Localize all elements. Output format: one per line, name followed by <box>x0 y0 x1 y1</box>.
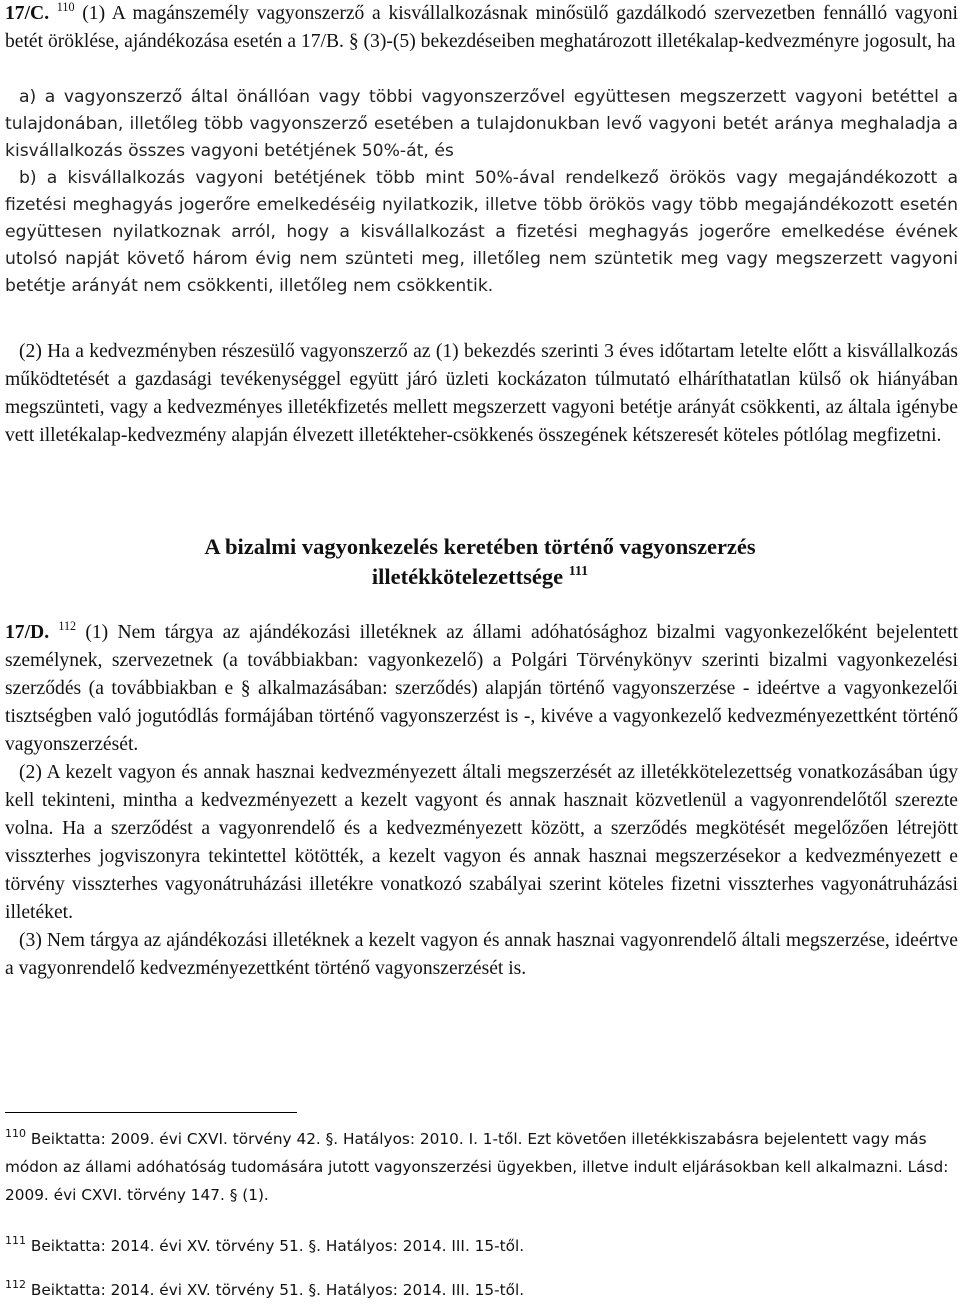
footnote-separator <box>5 1112 297 1113</box>
footnote-110 <box>5 1125 958 1209</box>
section-heading <box>0 532 960 592</box>
footnote-number: 111 <box>5 1233 26 1247</box>
paragraph-text: (1) A magánszemély vagyonszerző a kisvállalkozásnak minősülő gazdálkodó szervezetben fennálló vagyoni betét öröklése, ajándékozása esetén a 17/B. § (3)-(5) bekezdéseiben meghatározott illetékalap-kedvezményre jogosult, ha <box>5 3 958 52</box>
section-17c-paragraph-2: (2) Ha a kedvezményben részesülő vagyonszerző az (1) bekezdés szerinti 3 éves időtartam letelte előtt a kisvállalkozás működtetését a gazdasági tevékenységgel együtt járó üzleti kockázaton túlmutató elháríthatatlan külső ok hiányában megszünteti, vagy a kedvezményes illetékfizetés mellett megszerzett vagyoni betétje arányát csökkenti, az általa igénybe vett illetékalap-kedvezmény alapján élvezett illetékteher-csökkenés összegének kétszeresét köteles pótlólag megfizetni. <box>5 341 958 446</box>
footnote-number: 110 <box>5 1126 26 1140</box>
section-number: 17/D. <box>5 622 50 643</box>
heading-line-2-text: illetékkötelezettsége <box>371 564 564 589</box>
footnote-text: Beiktatta: 2009. évi CXVI. törvény 42. §. Hatályos: 2010. I. 1-től. Ezt követően illetékkiszabásra bejelentett vagy más módon az állami adóhatóság tudomására jutott vagyonszerzési ügyekben, illetve indult eljárásokban kell alkalmazni. Lásd: 2009. évi CXVI. törvény 147. § (1). <box>5 1130 949 1204</box>
footnote-112 <box>5 1276 958 1304</box>
footnote-111 <box>5 1232 958 1260</box>
section-number: 17/C. <box>5 3 50 24</box>
section-17c-points <box>5 84 958 300</box>
point-a: a) a vagyonszerző által önállóan vagy többi vagyonszerzővel együttesen megszerzett vagyoni betéttel a tulajdonában, illetőleg több vagyonszerző esetében a tulajdonukban levő vagyoni betét aránya meghaladja a kisvállalkozás összes vagyoni betétjének 50%-át, és <box>5 87 958 161</box>
section-17c <box>5 0 958 56</box>
paragraph-text: (1) Nem tárgya az ajándékozási illetéknek az állami adóhatósághoz bizalmi vagyonkezelőként bejelentett személynek, szervezetnek (a továbbiakban: vagyonkezelő) a Polgári Törvénykönyv szerinti bizalmi vagyonkezelési szerződés (a továbbiakban e § alkalmazásában: szerződés) alapján történő vagyonszerzése - ideértve a vagyonkezelői tisztségben való jogutódlás formájában történő vagyonszerzést is -, kivéve a vagyonkezelő kedvezményezettként történő vagyonszerzését. <box>5 622 959 755</box>
footnote-ref[interactable]: 110 <box>56 0 75 14</box>
section-17d <box>5 619 958 983</box>
footnote-text: Beiktatta: 2014. évi XV. törvény 51. §. Hatályos: 2014. III. 15-től. <box>30 1237 525 1255</box>
footnote-number: 112 <box>5 1277 26 1291</box>
section-17c-paragraph-2-block <box>5 338 958 450</box>
section-17d-paragraph-1 <box>5 619 958 759</box>
section-17d-paragraph-3: (3) Nem tárgya az ajándékozási illetéknek a kezelt vagyon és annak hasznai vagyonrendelő általi megszerzése, ideértve a vagyonrendelő kedvezményezettként történő vagyonszerzését is. <box>5 930 958 979</box>
footnote-ref[interactable]: 111 <box>568 563 589 579</box>
section-17d-paragraph-2: (2) A kezelt vagyon és annak hasznai kedvezményezett általi megszerzését az illetékkötelezettség vonatkozásában úgy kell tekinteni, mintha a kedvezményezett a kezelt vagyont és annak hasznait közvetlenül a vagyonrendelőtől szerezte volna. Ha a szerződést a vagyonrendelő és a kedvezményezett között, a szerződés megkötését megelőzően létrejött visszterhes jogviszonyra tekintettel kötötték, a kezelt vagyon és annak hasznai megszerzésekor a kedvezményezett e törvény visszterhes vagyonátruházási illetékre vonatkozó szabályai szerint köteles fizetni visszterhes vagyonátruházási illetéket. <box>5 762 958 923</box>
footnote-text: Beiktatta: 2014. évi XV. törvény 51. §. Hatályos: 2014. III. 15-től. <box>30 1281 525 1299</box>
footnote-ref[interactable]: 112 <box>58 618 77 633</box>
point-b: b) a kisvállalkozás vagyoni betétjének több mint 50%-ával rendelkező örökös vagy megajándékozott a fizetési meghagyás jogerőre emelkedéséig nyilatkozik, illetve több örökös vagy több megajándékozott esetén együttesen nyilatkoznak arról, hogy a kisvállalkozást a fizetési meghagyás jogerőre emelkedése évének utolsó napját követő három évig nem szünteti meg, illetőleg nem szüntetik meg vagy megszerzett vagyoni betétje arányát nem csökkenti, illetőleg nem csökkentik. <box>5 168 958 296</box>
heading-line-2 <box>0 562 960 592</box>
section-17c-paragraph-1 <box>5 0 958 56</box>
heading-line-1: A bizalmi vagyonkezelés keretében történő vagyonszerzés <box>204 534 756 559</box>
